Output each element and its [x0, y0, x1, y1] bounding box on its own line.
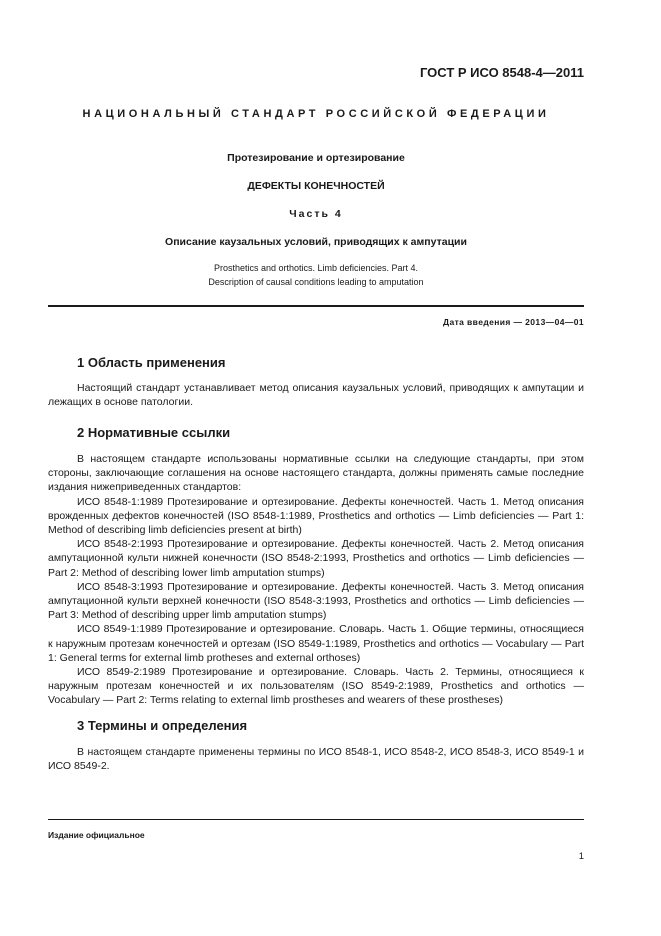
page-number: 1	[578, 851, 584, 862]
english-title-line-2: Description of causal conditions leading to amputation	[208, 277, 424, 287]
section-2-body	[48, 452, 584, 708]
footer-divider	[48, 819, 584, 820]
reference-item: ИСО 8549-1:1989 Протезирование и ортезирование. Словарь. Часть 1. Общие термины, относящиеся к наружным протезам конечностей и ортезам (ISO 8549-1:1989, Prosthetics and orthotics — Vocabulary — Part 1: General terms for external limb protheses and external orthoses)	[48, 623, 584, 664]
reference-item: ИСО 8548-2:1993 Протезирование и ортезирование. Дефекты конечностей. Часть 2. Метод описания ампутационной культи нижней конечности (ISO 8548-2:1993, Prosthetics and orthotics — Limb deficiencies — Part 2: Method of describing lower limb amputation stumps)	[48, 538, 584, 579]
paragraph: Настоящий стандарт устанавливает метод описания каузальных условий, приводящих к ампутации и лежащих в основе патологии.	[48, 382, 584, 409]
reference-item: ИСО 8548-3:1993 Протезирование и ортезирование. Дефекты конечностей. Часть 3. Метод описания ампутационной культи верхней конечности (ISO 8548-3:1993, Prosthetics and orthotics — Limb deficiencies — Part 3: Method of describing upper limb amputation stumps)	[48, 580, 584, 622]
paragraph: В настоящем стандарте использованы нормативные ссылки на следующие стандарты, при этом стороны, заключающие соглашения на основе настоящего стандарта, должны применять самые последние издания нижеприведенных стандартов:	[48, 453, 584, 494]
section-3-body	[48, 745, 584, 773]
section-heading-2: 2 Нормативные ссылки	[77, 425, 231, 440]
edition-label: Издание официальное	[48, 830, 145, 840]
reference-item: ИСО 8548-1:1989 Протезирование и ортезирование. Дефекты конечностей. Часть 1. Метод описания врожденных дефектов конечностей (ISO 8548-1:1989, Prosthetics and orthotics — Limb deficiencies — Part 1: Method of describing limb deficiencies present at birth)	[48, 495, 584, 537]
document-number: ГОСТ Р ИСО 8548-4—2011	[419, 65, 584, 80]
intro-date: Дата введения — 2013—04—01	[443, 317, 584, 327]
reference-item: ИСО 8549-2:1989 Протезирование и ортезирование. Словарь. Часть 2. Термины, относящиеся к наружным протезам конечностей и их пользователям (ISO 8549-2:1989, Prosthetics and orthotics — Vocabulary — Part 2: Terms relating to external limb prostheses and wearers of these prostheses)	[48, 666, 584, 707]
title-divider	[48, 305, 584, 307]
section-heading-1: 1 Область применения	[77, 355, 226, 370]
title-line-1: Протезирование и ортезирование	[227, 152, 405, 164]
paragraph: В настоящем стандарте применены термины по ИСО 8548-1, ИСО 8548-2, ИСО 8548-3, ИСО 8549-1 и ИСО 8549-2.	[48, 746, 584, 773]
title-part: Часть 4	[289, 208, 343, 220]
section-1-body	[48, 381, 584, 409]
title-line-2: ДЕФЕКТЫ КОНЕЧНОСТЕЙ	[247, 180, 385, 192]
title-line-4: Описание каузальных условий, приводящих к ампутации	[165, 236, 467, 248]
english-title-line-1: Prosthetics and orthotics. Limb deficiencies. Part 4.	[213, 263, 419, 273]
national-standard-banner: НАЦИОНАЛЬНЫЙ СТАНДАРТ РОССИЙСКОЙ ФЕДЕРАЦИИ	[82, 108, 550, 120]
section-heading-3: 3 Термины и определения	[77, 718, 248, 733]
